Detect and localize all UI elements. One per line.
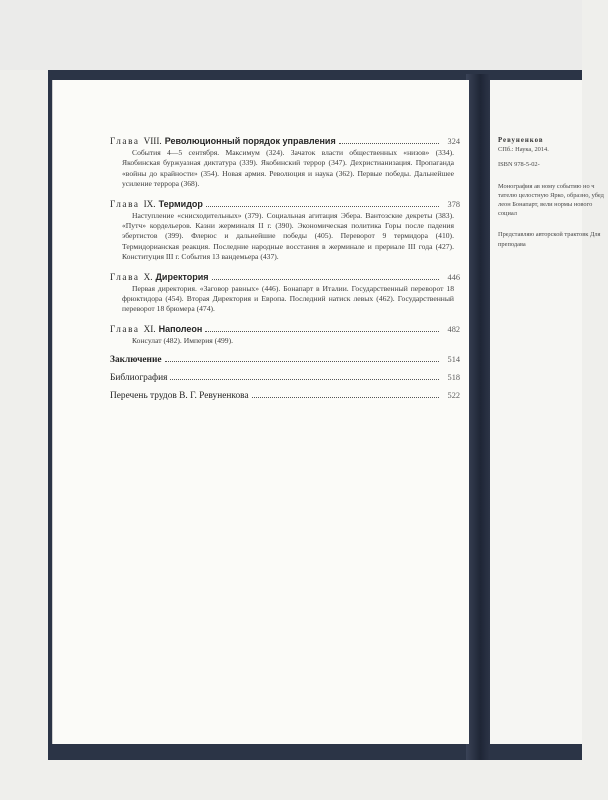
chapter-number: VIII. xyxy=(143,136,162,146)
page-number: 522 xyxy=(447,391,460,401)
chapter-number: IX. xyxy=(143,198,156,209)
section-title: Перечень трудов В. Г. Ревуненкова xyxy=(110,391,249,402)
toc-entry-ch10 xyxy=(110,272,460,315)
chapter-summary: Наступление «снисходительных» (379). Социальная агитация Эбера. Вантозские декреты (383). «Путч» кордельеров. Казни жерминаля II г. (390). Экономическая политика Горы после падения эбертистов (399). Флерюс и дальнейшие победы (405). Переворот 9 термидора (410). Термидорианская реакция. Последние народные восстания в жерминале и прериале III года (427). Конституция III г. События 13 вандемьера (437). xyxy=(122,210,454,262)
section-title: Библиография xyxy=(110,373,168,384)
chapter-number: X. xyxy=(143,271,153,282)
toc-entry-ch11 xyxy=(110,324,460,346)
page-number: 324 xyxy=(447,137,460,146)
chapter-title: Революционный порядок управления xyxy=(164,136,336,146)
leader-dots xyxy=(205,331,439,332)
chapter-prefix: Глава xyxy=(110,271,140,282)
chapter-summary: Консулат (482). Империя (499). xyxy=(132,335,234,345)
leader-dots xyxy=(170,379,439,380)
annotation-paragraph-2: Представляю авторской трактовк Для преподава xyxy=(498,231,601,248)
page-number: 482 xyxy=(447,324,460,334)
section-title: Заключение xyxy=(110,355,162,366)
toc-entry-bibliography xyxy=(110,373,460,383)
right-page-text xyxy=(498,136,608,249)
leader-dots xyxy=(206,206,439,207)
page-number: 446 xyxy=(447,272,460,282)
page-number: 514 xyxy=(447,355,460,365)
book-spine xyxy=(466,74,490,760)
chapter-number: XI. xyxy=(143,323,156,334)
chapter-title: Директория xyxy=(155,271,209,282)
chapter-prefix: Глава xyxy=(110,198,140,209)
annotation-paragraph: Монография ав ному событию но ч тателю целостную Ярко, образно, убед леон Бонапарт, вели нормы нового социал xyxy=(498,182,604,218)
chapter-title: Наполеон xyxy=(158,323,203,334)
scan-background-bottom xyxy=(0,760,582,800)
chapter-summary: События 4—5 сентября. Максимум (324). Зачаток власти общественных «низов» (334). Якобинская буржуазная диктатура (339). Якобинский террор (347). Дехристианизация. Пропаганда «войны до крайности» (354). Новая армия. Революция и наука (362). Первые победы. Дальнейшее усиление террора (368). xyxy=(122,148,454,189)
chapter-prefix: Глава xyxy=(110,323,140,334)
leader-dots xyxy=(339,143,439,144)
leader-dots xyxy=(252,397,439,398)
publisher-line: СПб.: Наука, 2014. xyxy=(498,146,549,154)
chapter-title: Термидор xyxy=(158,198,203,209)
scan-background-top xyxy=(0,0,582,70)
leader-dots xyxy=(212,279,439,280)
page-number: 518 xyxy=(447,373,460,383)
isbn-line: ISBN 978-5-02- xyxy=(498,161,540,169)
toc-entry-ch8 xyxy=(110,136,460,190)
table-of-contents xyxy=(110,136,460,407)
chapter-prefix: Глава xyxy=(110,136,140,146)
author-name: Ревуненков xyxy=(498,137,544,144)
toc-entry-ch9 xyxy=(110,199,460,263)
chapter-summary: Первая директория. «Заговор равных» (446). Бонапарт в Италии. Государственный переворот 18 фрюктидора (454). Вторая Директория и Европа. Последний натиск левых (462). Государственный переворот 18 брюмера (474). xyxy=(122,283,454,314)
toc-entry-conclusion xyxy=(110,355,460,365)
toc-entry-works-list xyxy=(110,391,460,401)
page-number: 378 xyxy=(447,199,460,209)
leader-dots xyxy=(165,361,439,362)
